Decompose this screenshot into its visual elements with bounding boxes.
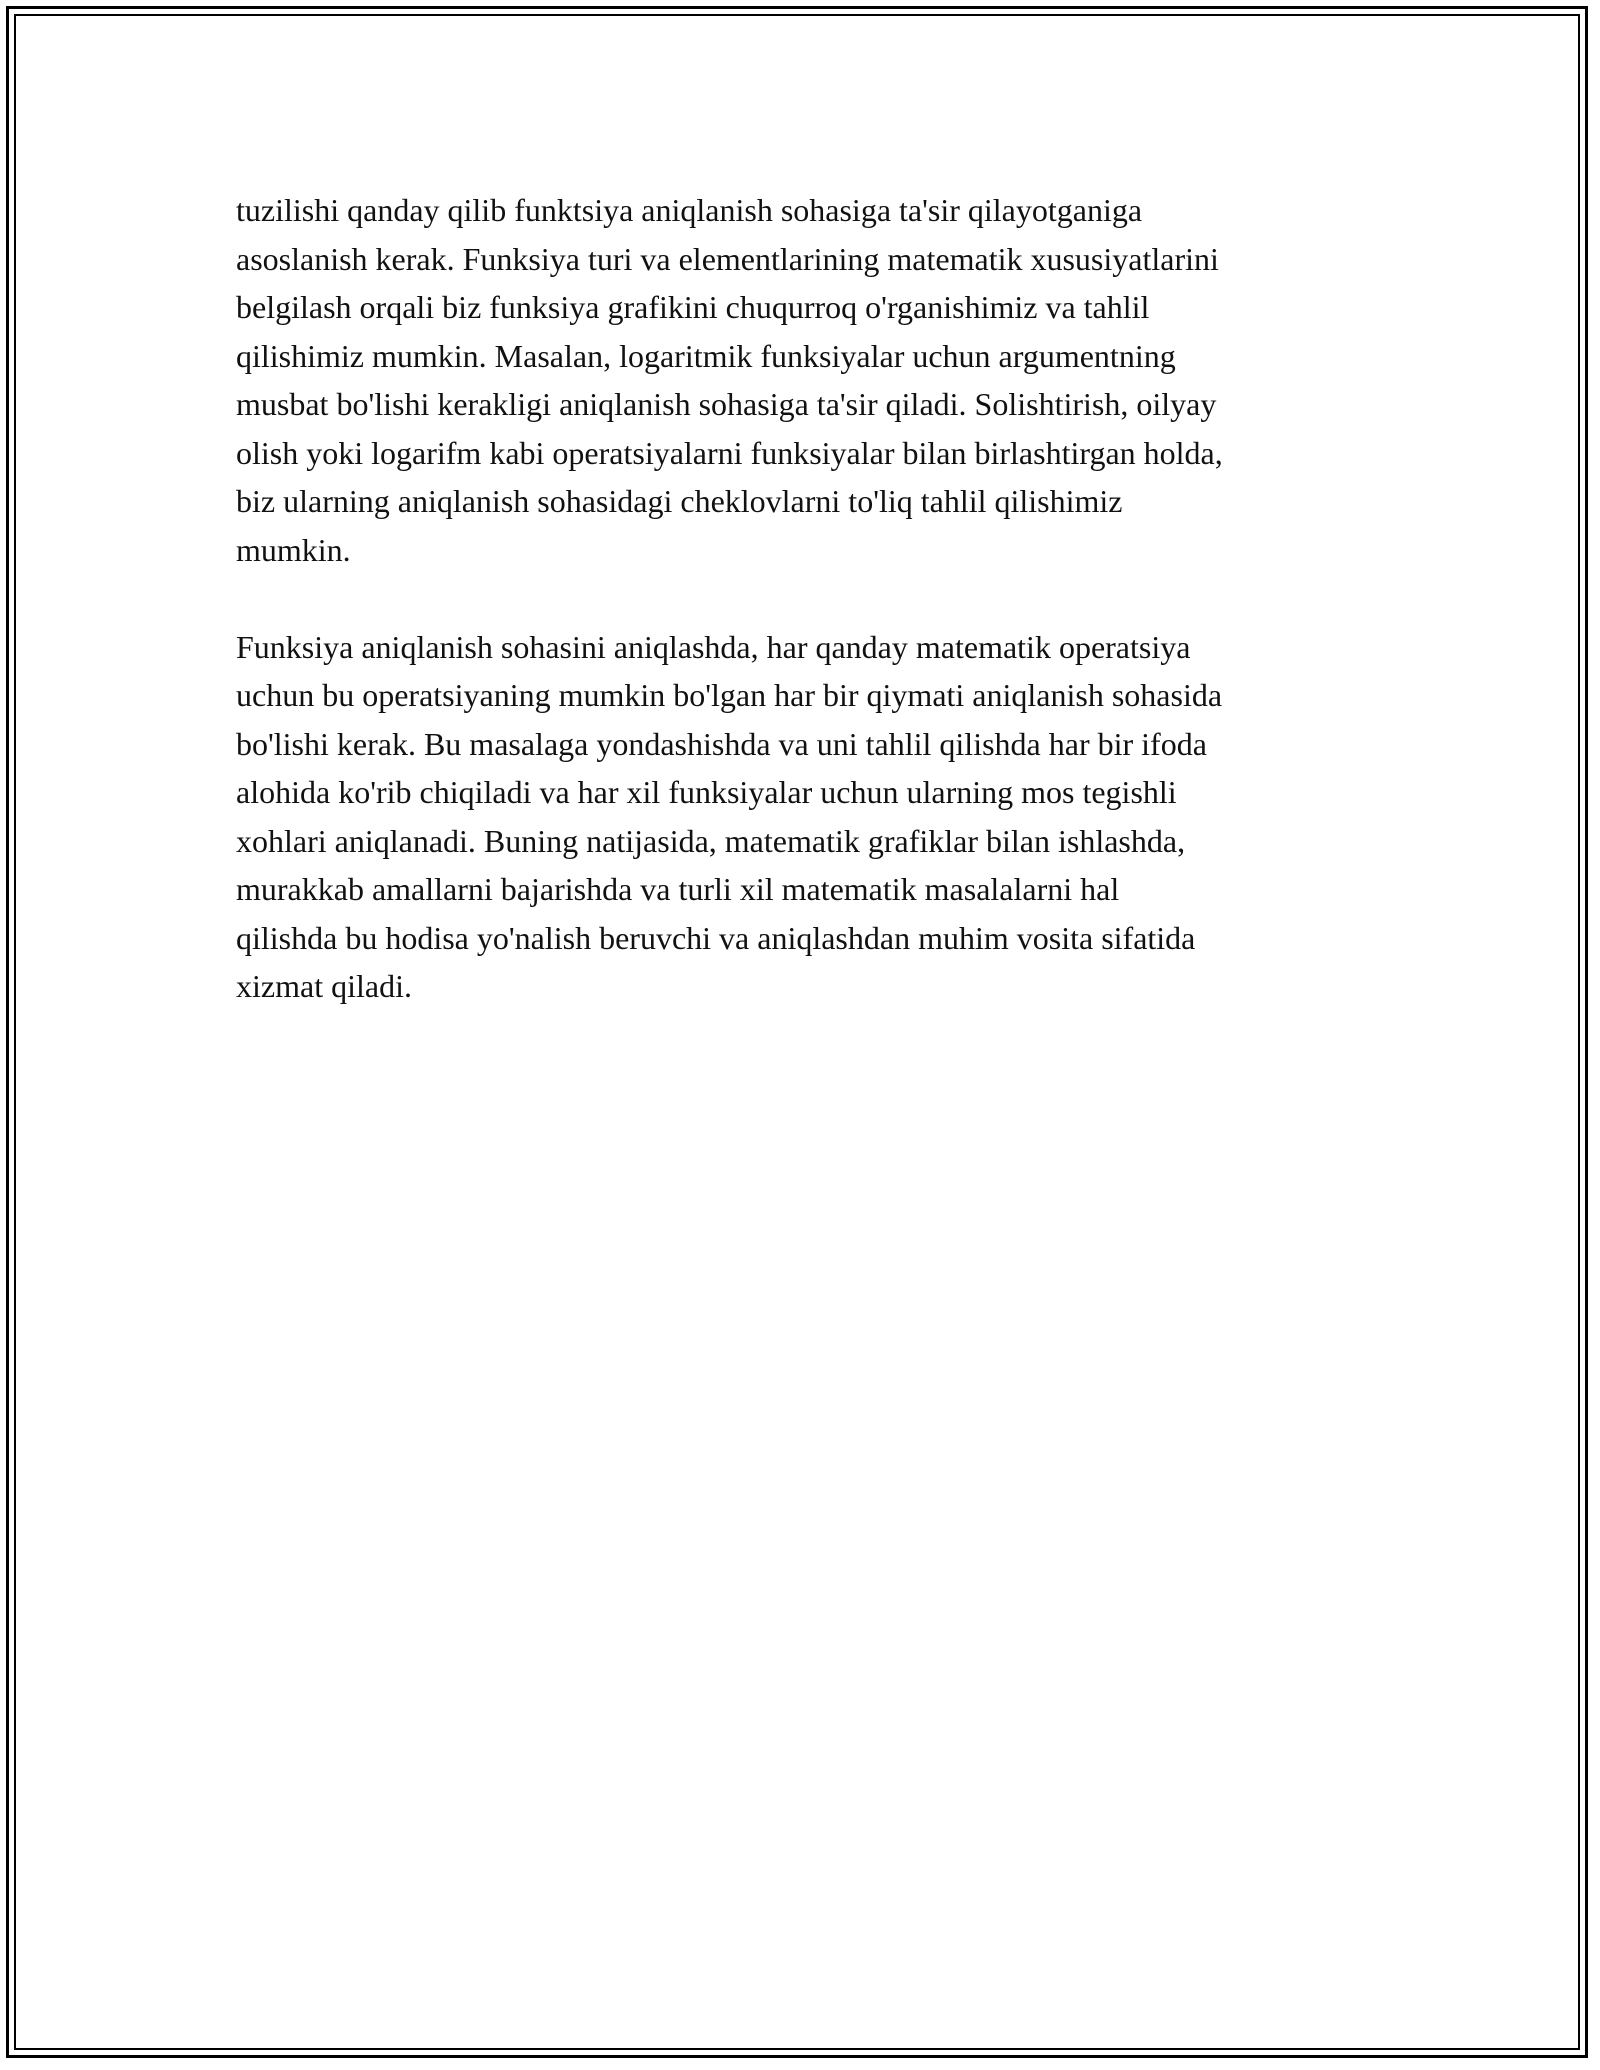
document-body [236,186,1416,1059]
paragraph-2: Funksiya aniqlanish sohasini aniqlashda, har qanday matematik operatsiya uchun bu operatsiyaning mumkin bo'lgan har bir qiymati aniqlanish sohasida bo'lishi kerak. Bu masalaga yondashishda va uni tahlil qilishda har bir ifoda alohida ko'rib chiqiladi va har xil funksiyalar uchun ularning mos tegishli xohlari aniqlanadi. Buning natijasida, matematik grafiklar bilan ishlashda, murakkab amallarni bajarishda va turli xil matematik masalalarni hal qilishda bu hodisa yo'nalish beruvchi va aniqlashdan muhim vosita sifatida xizmat qiladi. [236,628,1223,1004]
paragraph-1: tuzilishi qanday qilib funktsiya aniqlanish sohasiga ta'sir qilayotganiga asoslanish kerak. Funksiya turi va elementlarining matematik xususiyatlarini belgilash orqali biz funksiya grafikini chuqurroq o'rganishimiz va tahlil qilishimiz mumkin. Masalan, logaritmik funksiyalar uchun argumentning musbat bo'lishi kerakligi aniqlanish sohasiga ta'sir qiladi. Solishtirish, oilyay olish yoki logarifm kabi operatsiyalarni funksiyalar bilan birlashtirgan holda, biz ularning aniqlanish sohasidagi cheklovlarni to'liq tahlil qilishimiz mumkin. [236,192,1223,568]
